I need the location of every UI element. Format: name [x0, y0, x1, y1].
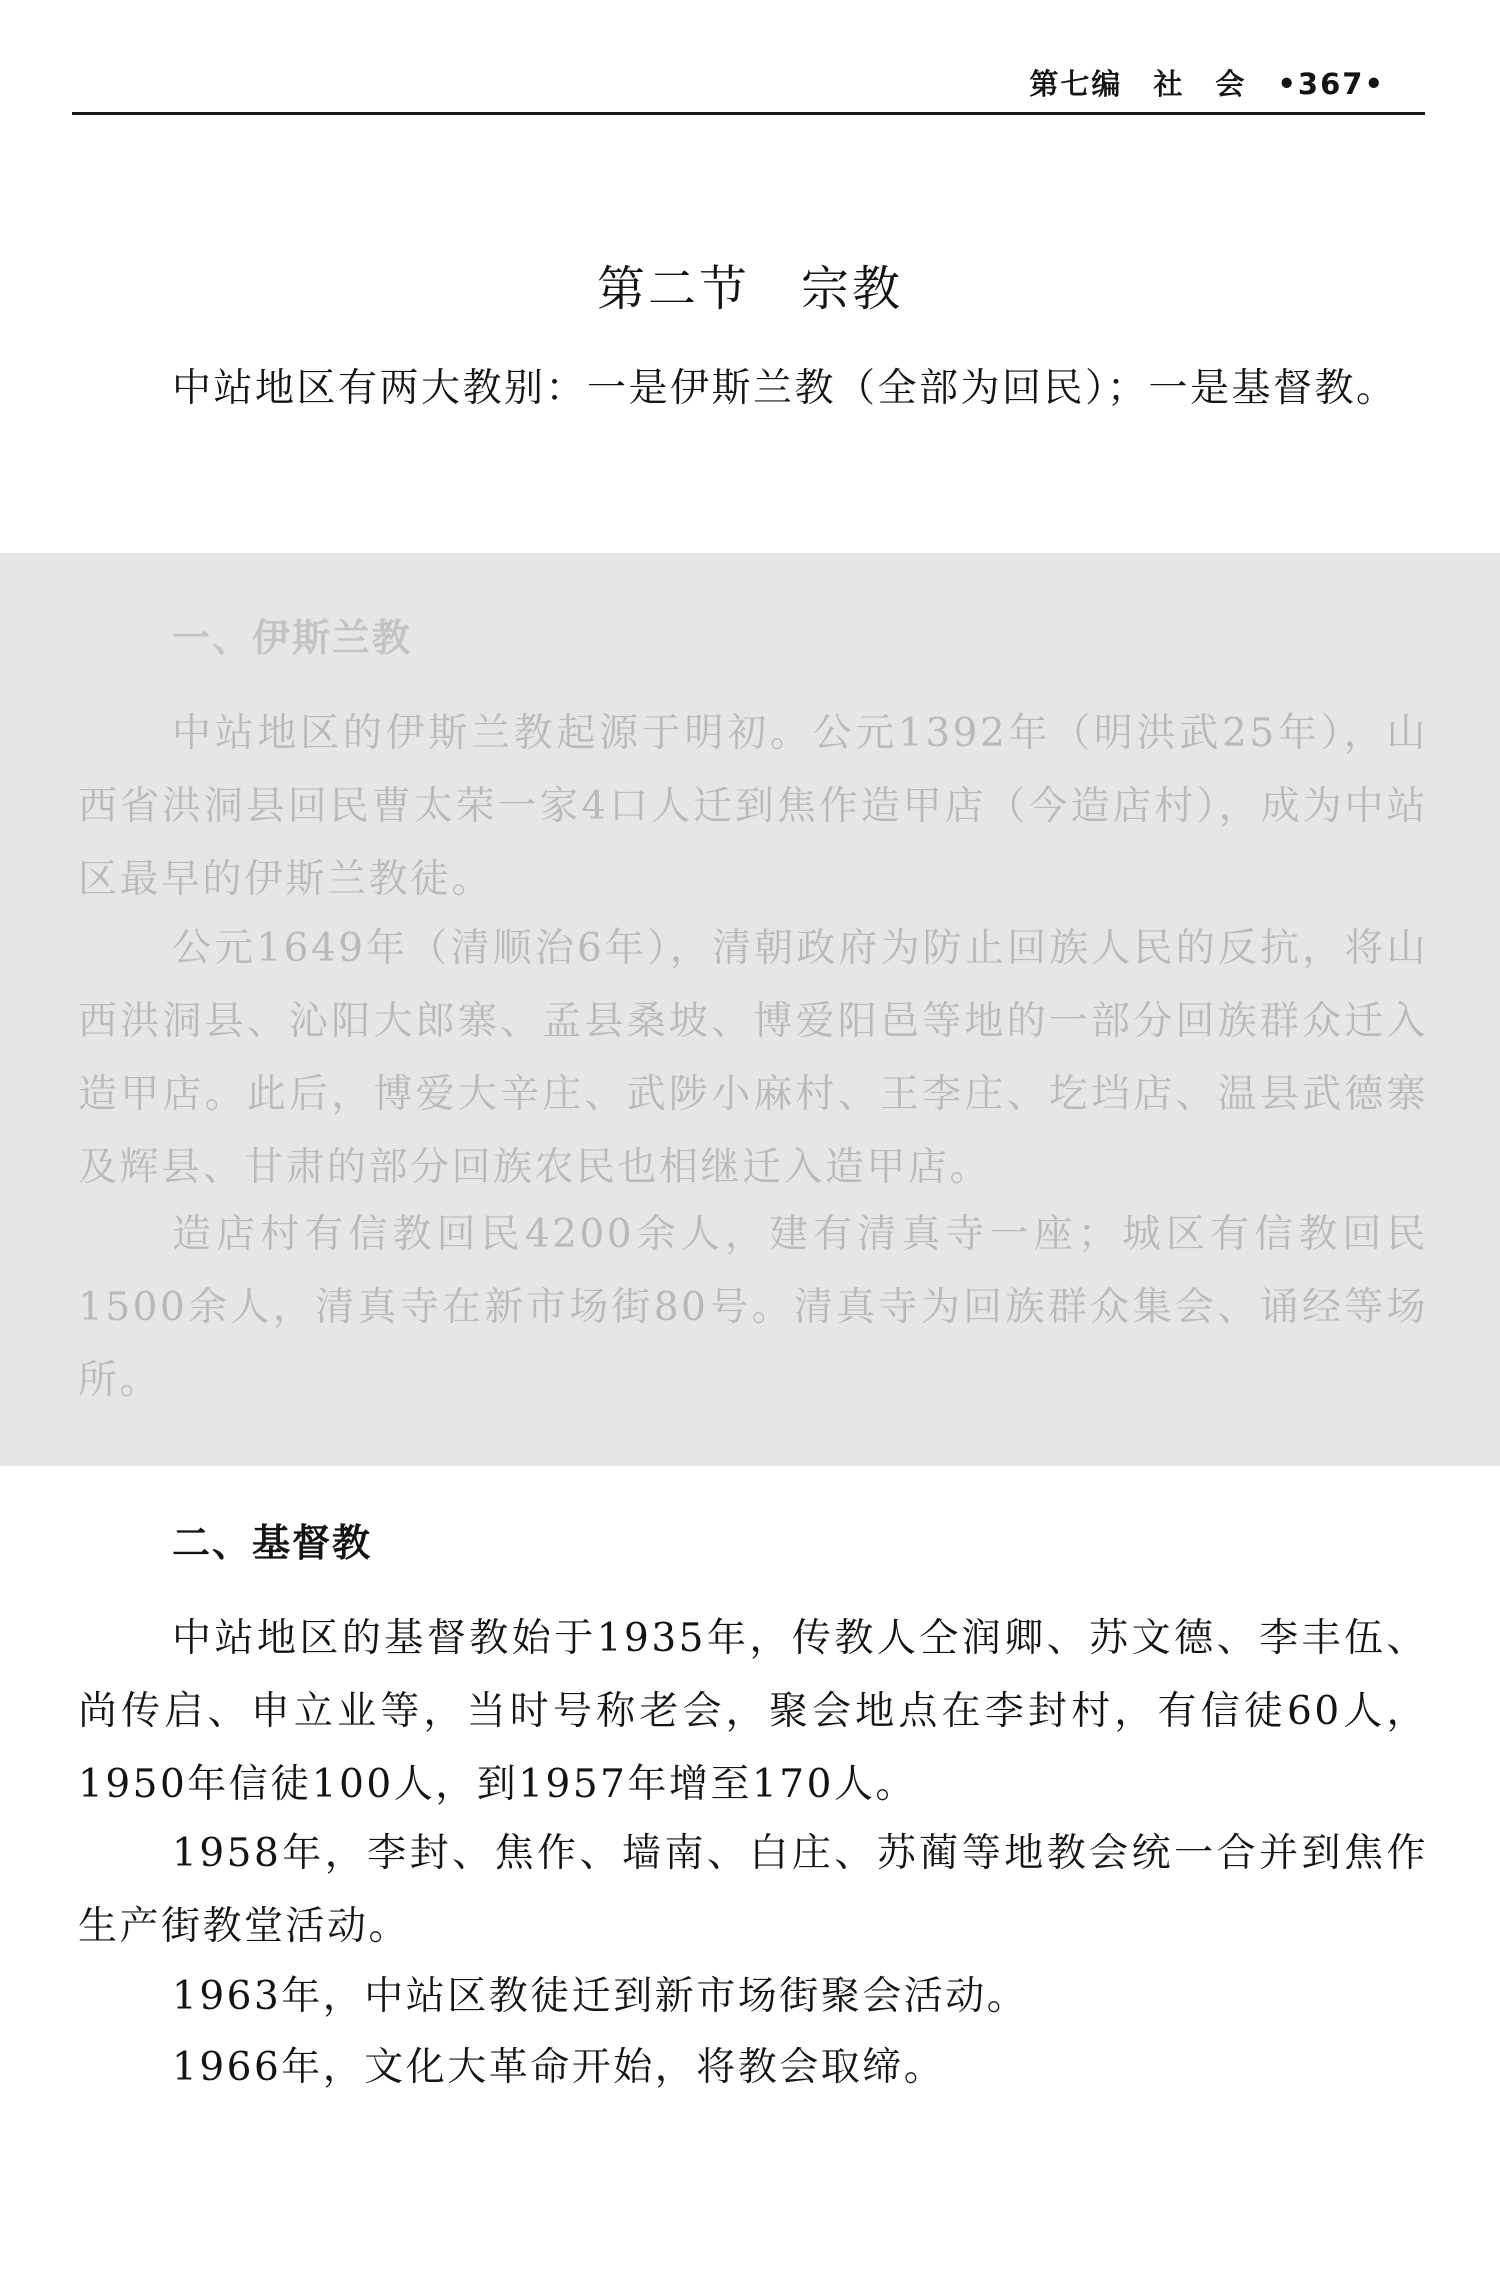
christianity-paragraph-3: 1963年，中站区教徒迁到新市场街聚会活动。 [172, 1974, 1029, 2019]
islam-heading: 一、伊斯兰教 [172, 616, 413, 660]
islam-paragraph-2: 公元1649年（清顺治6年），清朝政府为防止回族人民的反抗，将山西洪洞县、沁阳大郎寨、孟县桑坡、博爱阳邑等地的一部分回族群众迁入造甲店。此后，博爱大辛庄、武陟小麻村、王李庄、圪垱店、温县武德寨及辉县、甘肃的部分回族农民也相继迁入造甲店。 [78, 926, 1428, 1190]
page-header [72, 52, 1425, 115]
islam-paragraph-3: 造店村有信教回民4200余人，建有清真寺一座；城区有信教回民1500余人，清真寺在新市场街80号。清真寺为回族群众集会、诵经等场所。 [78, 1212, 1428, 1403]
running-header: 第七编 社 会 •367• [1029, 67, 1385, 101]
intro-paragraph: 中站地区有两大教别：一是伊斯兰教（全部为回民）；一是基督教。 [172, 366, 1398, 411]
christianity-heading: 二、基督教 [172, 1521, 373, 1565]
christianity-paragraph-4: 1966年，文化大革命开始，将教会取缔。 [172, 2045, 946, 2090]
christianity-paragraph-2: 1958年，李封、焦作、墙南、白庄、苏蔺等地教会统一合并到焦作生产街教堂活动。 [78, 1831, 1428, 1949]
section-title: 第二节 宗教 [596, 261, 903, 317]
islam-paragraph-1: 中站地区的伊斯兰教起源于明初。公元1392年（明洪武25年），山西省洪洞县回民曹太荣一家4口人迁到焦作造甲店（今造店村），成为中站区最早的伊斯兰教徒。 [78, 711, 1428, 902]
christianity-paragraph-1: 中站地区的基督教始于1935年，传教人仝润卿、苏文德、李丰伍、尚传启、申立业等，当时号称老会，聚会地点在李封村，有信徒60人，1950年信徒100人，到1957年增至170人。 [78, 1616, 1428, 1807]
